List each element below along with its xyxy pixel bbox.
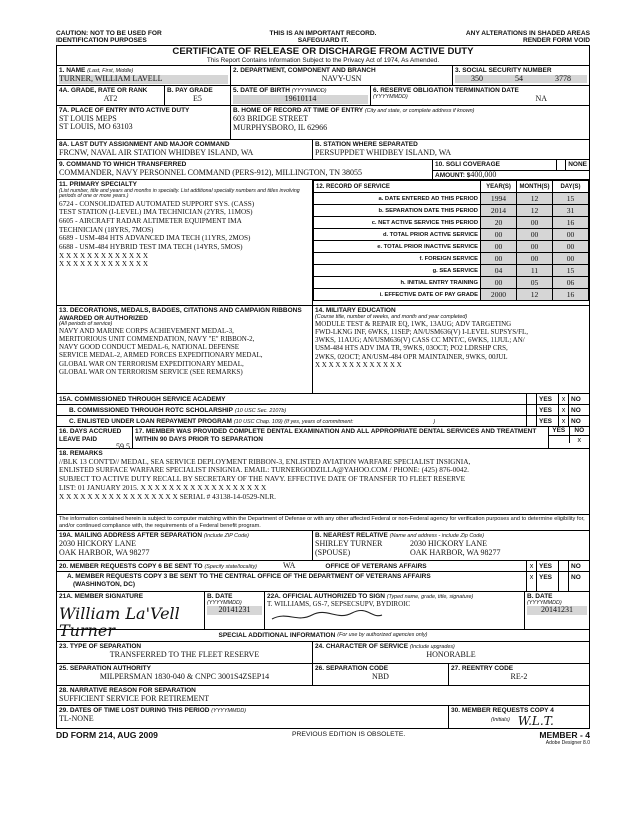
service-row-label: b. SEPARATION DATE THIS PERIOD <box>314 205 481 217</box>
service-months: 12 <box>517 205 553 217</box>
official-date-label: B. DATE <box>527 593 553 601</box>
relative-name: SHIRLEY TURNER <box>315 539 383 549</box>
pay-grade-label: B. PAY GRADE <box>167 87 213 95</box>
department-label: 2. DEPARTMENT, COMPONENT AND BRANCH <box>233 67 376 75</box>
remark-line: ENLISTED SURFACE WARFARE SPECIALIST INSIGNIA. EMAIL: TURNERGODZILLA@YAHOO.COM / PHONE: (425) 876-0042. <box>59 465 470 475</box>
form-title: CERTIFICATE OF RELEASE OR DISCHARGE FROM ACTIVE DUTY <box>172 46 474 58</box>
service-years: 00 <box>481 277 517 289</box>
copy4-label: 30. MEMBER REQUESTS COPY 4 <box>451 707 554 715</box>
primary-specialty-hint: (List number, title and years and months in specialty. List additional specialty numbers and titles involving periods of one or more years.) <box>59 187 300 200</box>
academy-no-mark: x <box>559 394 569 404</box>
rotc-no: NO <box>571 407 581 415</box>
reentry-code-label: 27. REENTRY CODE <box>451 665 514 673</box>
copy6-no: NO <box>571 563 581 571</box>
service-years: 00 <box>481 229 517 241</box>
character-field: HONORABLE <box>426 650 476 660</box>
service-row <box>314 241 589 253</box>
time-lost-hint: (YYYYMMDD) <box>211 708 247 715</box>
decorations-label: 13. DECORATIONS, MEDALS, BADGES, CITATIONS AND CAMPAIGN RIBBONS AWARDED OR AUTHORIZED <box>59 307 302 322</box>
sgli-amount-label: AMOUNT: $ <box>435 171 471 179</box>
form-header <box>56 28 590 45</box>
copy3-sub: (WASHINGTON, DC) <box>73 580 135 588</box>
academy-yes-box <box>527 394 537 404</box>
service-row-label: i. EFFECTIVE DATE OF PAY GRADE <box>314 289 481 301</box>
dental-no-mark: x <box>569 436 590 444</box>
decoration-line: SERVICE MEDAL-2, ARMED FORCES EXPEDITIONARY MEDAL, <box>59 351 263 360</box>
copy6-hint: (Specify state/locality) <box>204 564 257 571</box>
important-notice: THIS IS AN IMPORTANT RECORD. SAFEGUARD IT. <box>269 30 377 45</box>
decorations-hint: (All periods of service) <box>59 320 113 327</box>
place-of-entry-line-2: ST LOUIS, MO 63103 <box>59 122 133 132</box>
education-line: X X X X X X X X X X X X X <box>315 360 402 369</box>
home-of-record-line-1: 603 BRIDGE STREET <box>233 114 309 124</box>
service-months: 11 <box>517 265 553 277</box>
specialty-line: TECHNICIAN (18YRS, 7MOS) <box>59 225 154 234</box>
station-separated-field: PERSUPPDET WHIDBEY ISLAND, WA <box>315 147 452 157</box>
time-lost-field: TL-NONE <box>59 714 94 724</box>
sgli-amount-field: 400,000 <box>470 169 497 179</box>
service-years: 00 <box>481 241 517 253</box>
specialty-line: X X X X X X X X X X X X X <box>59 260 149 269</box>
military-education-hint: (Course title, number of weeks, and month and year completed) <box>315 313 468 320</box>
place-of-entry-label: 7A. PLACE OF ENTRY INTO ACTIVE DUTY <box>59 107 190 115</box>
service-row-label: d. TOTAL PRIOR ACTIVE SERVICE <box>314 229 481 241</box>
grade-field: AT2 <box>103 93 118 103</box>
loan-repayment-label: C. ENLISTED UNDER LOAN REPAYMENT PROGRAM <box>69 418 232 426</box>
copy3-label: A. MEMBER REQUESTS COPY 3 BE SENT TO THE CENTRAL OFFICE OF THE DEPARTMENT OF VETERANS AFFAIRS <box>67 573 431 581</box>
official-signature-scrawl <box>267 609 387 623</box>
service-row <box>314 205 589 217</box>
place-of-entry-line-1: ST LOUIS MEPS <box>59 113 117 123</box>
service-months: 00 <box>517 253 553 265</box>
service-days: 15 <box>553 265 589 277</box>
education-line: 2WKS, 02OCT; AN/USM-484 OPR MAINTAINER, 9WKS, 00JUL <box>315 352 508 361</box>
time-lost-label: 29. DATES OF TIME LOST DURING THIS PERIOD <box>59 707 210 715</box>
academy-label: 15A. COMMISSIONED THROUGH SERVICE ACADEMY <box>59 396 226 404</box>
official-name: T. WILLIAMS, GS-7, SEPSECSUPV, BYDIROIC <box>267 600 411 609</box>
education-line: 3WKS, 11AUG; AN/USM636(V) CASS CC MNT/C, 6WKS, 11JUL; AN/ <box>315 336 525 345</box>
official-date-field: 20141231 <box>527 606 587 615</box>
official-hint: (Typed name, grade, title, signature) <box>386 594 474 601</box>
copy6-office: OFFICE OF VETERANS AFFAIRS <box>325 563 427 571</box>
rotc-hint: (10 USC Sec. 2107b) <box>234 408 287 415</box>
service-days: 16 <box>553 289 589 301</box>
loan-no: NO <box>571 418 581 426</box>
service-years: 2014 <box>481 205 517 217</box>
separation-authority-label: 25. SEPARATION AUTHORITY <box>59 665 151 673</box>
decoration-line: GLOBAL WAR ON TERRORISM EXPEDITIONARY MEDAL, <box>59 359 244 368</box>
service-row <box>314 265 589 277</box>
loan-no-mark: x <box>559 416 569 426</box>
rotc-no-mark: x <box>559 405 569 415</box>
decoration-line: NAVY AND MARINE CORPS ACHIEVEMENT MEDAL-3, <box>59 327 234 336</box>
command-transferred-label: 9. COMMAND TO WHICH TRANSFERRED <box>59 161 187 169</box>
service-row-label: g. SEA SERVICE <box>314 265 481 277</box>
specialty-line: 6605 - AIRCRAFT RADAR ALTIMETER EQUIPMENT IMA <box>59 217 242 225</box>
academy-yes: YES <box>539 396 553 404</box>
service-row-label: h. INITIAL ENTRY TRAINING <box>314 277 481 289</box>
military-education-label: 14. MILITARY EDUCATION <box>315 307 396 315</box>
reserve-obligation-label: 6. RESERVE OBLIGATION TERMINATION DATE <box>373 87 519 95</box>
service-row-label: f. FOREIGN SERVICE <box>314 253 481 265</box>
service-months: 00 <box>517 229 553 241</box>
service-row <box>314 217 589 229</box>
relative-relation: (SPOUSE) <box>315 547 351 557</box>
dob-hint: (YYYYMMDD) <box>291 88 327 95</box>
name-field: TURNER, WILLIAM LAVELL <box>59 75 228 84</box>
loan-repayment-hint: (10 USC Chap. 109) (If yes, years of commitment: <box>233 419 354 426</box>
ssn-part-3: 3778 <box>555 73 571 83</box>
home-of-record-line-2: MURPHYSBORO, IL 62966 <box>233 122 328 132</box>
member-date-field: 20141231 <box>207 606 262 615</box>
loan-repayment-tail: ) <box>433 419 436 426</box>
col-years: YEAR(S) <box>481 181 517 193</box>
copy6-yes-mark: x <box>527 561 537 571</box>
remark-line: LIST: 01 JANUARY 2015. X X X X X X X X X X X X X X X X X X <box>59 482 267 492</box>
specialty-line: 6688 - USM-484 HYBRID TEST IMA TECH (14YRS, 5MOS) <box>59 242 243 251</box>
education-line: FWD-LKNG INF, 6WKS, 11SEP; AN/USM636(V) I-LEVEL SUPSYS/FL, <box>315 328 529 337</box>
separation-code-field: NBD <box>372 671 389 681</box>
last-duty-label: 8A. LAST DUTY ASSIGNMENT AND MAJOR COMMAND <box>59 141 230 149</box>
reserve-obligation-field: NA <box>535 93 547 103</box>
department-field: NAVY-USN <box>321 73 362 83</box>
service-days: 00 <box>553 241 589 253</box>
form-body <box>56 45 590 729</box>
name-label: 1. NAME <box>59 67 86 75</box>
service-years: 20 <box>481 217 517 229</box>
reentry-code-field: RE-2 <box>510 671 528 681</box>
caution-notice: CAUTION: NOT TO BE USED FOR IDENTIFICATION PURPOSES <box>56 30 162 45</box>
member-date-label: B. DATE <box>207 593 233 601</box>
separation-type-field: TRANSFERRED TO THE FLEET RESERVE <box>109 649 260 659</box>
service-months: 00 <box>517 217 553 229</box>
loan-yes: YES <box>539 418 553 426</box>
record-of-service-label: 12. RECORD OF SERVICE <box>314 181 481 193</box>
grade-label: 4A. GRADE, RATE OR RANK <box>59 87 148 95</box>
narrative-reason-label: 28. NARRATIVE REASON FOR SEPARATION <box>59 687 196 695</box>
previous-edition-note: PREVIOUS EDITION IS OBSOLETE. <box>291 731 406 739</box>
specialty-line: 6724 - CONSOLIDATED AUTOMATED SUPPORT SYS. (CASS) <box>59 199 255 208</box>
service-row <box>314 289 589 301</box>
education-line: USM-484 HTS ADV IMA TR, 9WKS, 03OCT; PO2 LDRSHP CRS, <box>315 344 508 353</box>
copy6-label: 20. MEMBER REQUESTS COPY 6 BE SENT TO <box>59 563 203 571</box>
copy4-initials: W.L.T. <box>517 713 554 728</box>
separation-code-label: 26. SEPARATION CODE <box>315 665 389 673</box>
special-info-hint: (For use by authorized agencies only) <box>337 632 428 639</box>
form-footer <box>56 731 590 746</box>
specialty-line: 6689 - USM-484 HTS ADVANCED IMA TECH (11YRS, 2MOS) <box>59 234 251 243</box>
reserve-obligation-hint: (YYYYMMDD) <box>373 93 408 100</box>
service-row <box>314 193 589 205</box>
service-days: 16 <box>553 217 589 229</box>
rotc-yes: YES <box>539 407 553 415</box>
form-number: DD FORM 214, AUG 2009 <box>56 730 158 741</box>
remark-line: SUBJECT TO ACTIVE DUTY RECALL BY SECRETARY OF THE NAVY. EFFECTIVE DATE OF TRANSFER TO FLEET RESERVE <box>59 474 466 483</box>
service-days: 15 <box>553 193 589 205</box>
character-label: 24. CHARACTER OF SERVICE <box>315 643 409 651</box>
dental-label: 17. MEMBER WAS PROVIDED COMPLETE DENTAL EXAMINATION AND ALL APPROPRIATE DENTAL SERVICES AND TREATMENT WITHIN 90 DAYS PRIOR TO SEPARATION <box>135 428 537 443</box>
narrative-reason-field: SUFFICIENT SERVICE FOR RETIREMENT <box>59 693 210 703</box>
education-line: MODULE TEST & REPAIR EQ, 1WK, 13AUG; ADV TARGETING <box>315 320 512 329</box>
nearest-relative-hint: (Name and address - include Zip Code) <box>389 533 485 540</box>
record-of-service-table <box>313 180 589 301</box>
remark-line: //BLK 13 CONT'D// MEDAL, SEA SERVICE DEPLOYMENT RIBBON-3, ENLISTED AVIATION WARFARE SPECIALIST INSIGNIA, <box>59 456 471 466</box>
service-days: 00 <box>553 253 589 265</box>
decoration-line: NAVY GOOD CONDUCT MEDAL-6, NATIONAL DEFENSE <box>59 343 240 352</box>
character-hint: (Include upgrades) <box>409 644 455 651</box>
copy3-yes-mark: x <box>527 572 537 591</box>
home-of-record-label: B. HOME OF RECORD AT TIME OF ENTRY <box>233 107 363 115</box>
service-years: 00 <box>481 253 517 265</box>
service-row-label: c. NET ACTIVE SERVICE THIS PERIOD <box>314 217 481 229</box>
service-months: 12 <box>517 289 553 301</box>
service-years: 04 <box>481 265 517 277</box>
home-of-record-hint: (City and state, or complete address if known) <box>364 108 475 115</box>
mailing-address-label: 19A. MAILING ADDRESS AFTER SEPARATION <box>59 532 203 540</box>
command-transferred-field: COMMANDER, NAVY PERSONNEL COMMAND (PERS-912), MILLINGTON, TN 38055 <box>59 167 362 177</box>
service-months: 00 <box>517 241 553 253</box>
service-row-label: a. DATE ENTERED AD THIS PERIOD <box>314 193 481 205</box>
station-separated-label: B. STATION WHERE SEPARATED <box>315 141 418 149</box>
special-info-label: SPECIAL ADDITIONAL INFORMATION <box>218 632 336 640</box>
ssn-part-1: 350 <box>471 73 483 83</box>
service-years: 1994 <box>481 193 517 205</box>
service-years: 2000 <box>481 289 517 301</box>
decoration-line: GLOBAL WAR ON TERRORISM SERVICE (SEE REMARKS) <box>59 367 243 376</box>
official-date-hint: (YYYYMMDD) <box>527 599 562 606</box>
copy-designation: MEMBER - 4 <box>539 730 590 741</box>
primary-specialty-label: 11. PRIMARY SPECIALTY <box>59 181 137 189</box>
dental-no: NO <box>569 427 590 434</box>
copy6-state: WA <box>282 561 296 571</box>
official-label: 22A. OFFICIAL AUTHORIZED TO SIGN <box>267 593 385 601</box>
academy-no: NO <box>571 396 581 404</box>
sgli-label: 10. SGLI COVERAGE <box>435 161 501 169</box>
specialty-line: X X X X X X X X X X X X X <box>59 251 149 260</box>
relative-address-1: 2030 HICKORY LANE <box>410 539 488 549</box>
copy3-yes: YES <box>539 574 553 582</box>
mailing-address-line-1: 2030 HICKORY LANE <box>59 539 137 549</box>
rotc-label: B. COMMISSIONED THROUGH ROTC SCHOLARSHIP <box>69 407 233 415</box>
last-duty-field: FRCNW, NAVAL AIR STATION WHIDBEY ISLAND, WA <box>59 147 254 157</box>
service-row <box>314 277 589 289</box>
name-hint: (Last, First, Middle) <box>87 68 134 75</box>
privacy-notice: The information contained herein is subject to computer matching within the Department of Defense or with any other affected Federal or non-Federal agency for verification purposes and to determine eligibility for, and/or continued compliance with, the requirements of a Federal benefit program. <box>59 516 585 529</box>
dob-label: 5. DATE OF BIRTH <box>233 87 290 95</box>
copy6-yes: YES <box>539 563 553 571</box>
remarks-label: 18. REMARKS <box>59 450 103 458</box>
service-months: 05 <box>517 277 553 289</box>
sgli-none-checkbox <box>556 160 566 169</box>
form-subtitle: This Report Contains Information Subject to the Privacy Act of 1974, As Amended. <box>206 56 440 64</box>
col-months: MONTH(S) <box>517 181 553 193</box>
service-days: 31 <box>553 205 589 217</box>
specialty-line: TEST STATION (I-LEVEL) IMA TECHNICIAN (2YRS, 11MOS) <box>59 208 253 217</box>
ssn-part-2: 54 <box>515 73 523 83</box>
separation-authority-field: MILPERSMAN 1830-040 & CNPC 3001S4ZSEP14 <box>99 671 270 681</box>
designer-note: Adobe Designer 8.0 <box>545 739 590 746</box>
pay-grade-field: E5 <box>193 93 202 103</box>
nearest-relative-label: B. NEAREST RELATIVE <box>315 532 388 540</box>
member-signature-label: 21A. MEMBER SIGNATURE <box>59 593 144 601</box>
member-signature: William La'Vell Turner <box>59 603 180 640</box>
accrued-leave-label: 16. DAYS ACCRUED LEAVE PAID <box>59 428 122 443</box>
sgli-none-label: NONE <box>568 161 587 169</box>
service-days: 00 <box>553 229 589 241</box>
mailing-address-line-2: OAK HARBOR, WA 98277 <box>59 547 150 557</box>
remark-line: X X X X X X X X X X X X X X X X X SERIAL # 43138-14-0529-NLR. <box>59 491 277 501</box>
dd214-form <box>56 28 590 746</box>
service-row <box>314 229 589 241</box>
service-row-label: e. TOTAL PRIOR INACTIVE SERVICE <box>314 241 481 253</box>
separation-type-label: 23. TYPE OF SEPARATION <box>59 643 142 651</box>
ssn-label: 3. SOCIAL SECURITY NUMBER <box>455 67 552 75</box>
copy4-hint: (Initials) <box>491 717 510 724</box>
copy3-no: NO <box>571 574 581 582</box>
alteration-notice: ANY ALTERATIONS IN SHADED AREAS RENDER FORM VOID <box>465 30 590 45</box>
service-days: 06 <box>553 277 589 289</box>
dental-yes: YES <box>552 427 566 435</box>
accrued-leave-field: 59.5 <box>116 441 130 451</box>
dob-field: 19610114 <box>233 95 368 104</box>
service-row <box>314 253 589 265</box>
member-date-hint: (YYYYMMDD) <box>207 599 242 606</box>
mailing-address-hint: (Include ZIP Code) <box>203 533 249 540</box>
service-months: 12 <box>517 193 553 205</box>
col-days: DAY(S) <box>553 181 589 193</box>
decoration-line: MERITORIOUS UNIT COMMENDATION, NAVY "E" RIBBON-2, <box>59 335 255 344</box>
relative-address-2: OAK HARBOR, WA 98277 <box>410 547 501 557</box>
